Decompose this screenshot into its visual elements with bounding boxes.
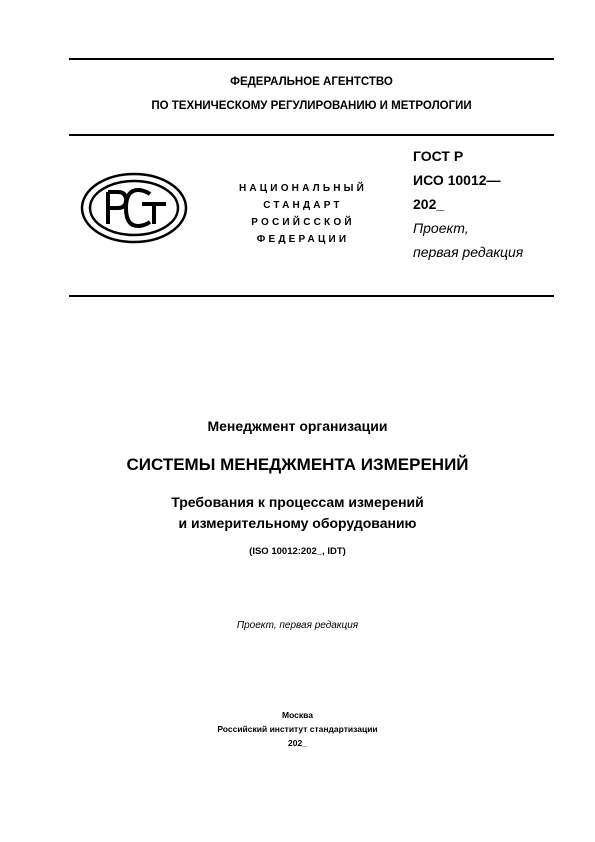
- header-bottom-divider: [69, 295, 554, 297]
- imprint-year: 202_: [288, 738, 307, 748]
- standard-type-line-2: СТАНДАРТ: [263, 200, 343, 211]
- standard-type-line-4: ФЕДЕРАЦИИ: [256, 234, 350, 245]
- document-title: СИСТЕМЫ МЕНЕДЖМЕНТА ИЗМЕРЕНИЙ: [126, 455, 469, 474]
- designation-line-3: 202_: [413, 196, 445, 212]
- draft-note: Проект, первая редакция: [236, 620, 359, 631]
- designation-status-2: первая редакция: [413, 244, 524, 260]
- agency-line-2: ПО ТЕХНИЧЕСКОМУ РЕГУЛИРОВАНИЮ И МЕТРОЛОГИИ: [151, 100, 472, 112]
- document-subtitle-line-2: и измерительному оборудованию: [178, 515, 417, 531]
- standard-type-line-3: РОСИЙССКОЙ: [251, 217, 355, 228]
- top-divider: [69, 58, 554, 60]
- agency-header: [69, 70, 554, 118]
- imprint-publisher: Российский институт стандартизации: [217, 724, 378, 734]
- header-divider: [69, 134, 554, 136]
- designation-status-1: Проект,: [413, 220, 469, 236]
- document-subtitle-line-1: Требования к процессам измерений: [171, 494, 424, 510]
- imprint-block: [0, 708, 595, 750]
- document-subtitle: [0, 492, 595, 534]
- standard-designation: [413, 144, 523, 264]
- imprint-city: Москва: [282, 710, 313, 720]
- standard-type-line-1: НАЦИОНАЛЬНЫЙ: [238, 183, 368, 194]
- designation-line-2: ИСО 10012—: [413, 172, 501, 188]
- designation-line-1: ГОСТ Р: [413, 148, 464, 164]
- iso-reference: (ISO 10012:202_, IDT): [249, 546, 346, 557]
- standard-type-block: [218, 180, 388, 248]
- agency-line-1: ФЕДЕРАЛЬНОЕ АГЕНТСТВО: [230, 76, 393, 88]
- document-subject: Менеджмент организации: [207, 418, 388, 434]
- rst-certification-mark-icon: [78, 170, 190, 246]
